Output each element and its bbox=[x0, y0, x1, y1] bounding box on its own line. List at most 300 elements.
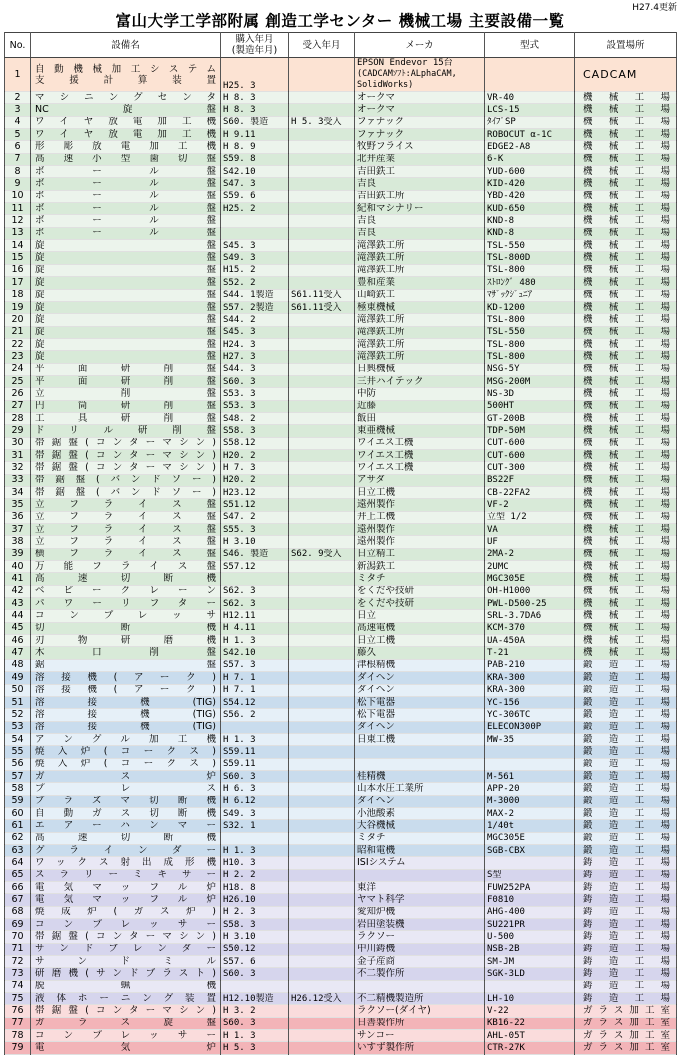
cell-maker bbox=[355, 758, 485, 770]
cell-model: AHG-400 bbox=[485, 906, 575, 918]
cell-model: 6-K bbox=[485, 153, 575, 165]
cell-received bbox=[289, 919, 355, 931]
cell-no: 79 bbox=[5, 1042, 31, 1054]
cell-received bbox=[289, 58, 355, 92]
table-row bbox=[5, 733, 677, 745]
cell-name: ボール盤 bbox=[31, 203, 221, 215]
cell-received bbox=[289, 412, 355, 424]
cell-received bbox=[289, 511, 355, 523]
cell-no: 73 bbox=[5, 968, 31, 980]
cell-model: FUW252PA bbox=[485, 882, 575, 894]
table-row bbox=[5, 968, 677, 980]
cell-maker: 井上工機 bbox=[355, 511, 485, 523]
cell-no: 10 bbox=[5, 190, 31, 202]
cell-maker: サンコー bbox=[355, 1030, 485, 1042]
table-row bbox=[5, 882, 677, 894]
cell-maker: 中川鋳機 bbox=[355, 943, 485, 955]
cell-maker: 遠州製作 bbox=[355, 524, 485, 536]
cell-purchase: S53. 3 bbox=[221, 400, 289, 412]
cell-no: 57 bbox=[5, 770, 31, 782]
cell-no: 50 bbox=[5, 684, 31, 696]
cell-received bbox=[289, 1042, 355, 1054]
cell-maker: 桂精機 bbox=[355, 770, 485, 782]
cell-name: グラインダー bbox=[31, 844, 221, 856]
cell-purchase: S62. 3 bbox=[221, 585, 289, 597]
cell-purchase: S48. 2 bbox=[221, 412, 289, 424]
cell-location: 機械工場 bbox=[575, 647, 677, 659]
cell-model: BS22F bbox=[485, 474, 575, 486]
cell-maker: 不二精機製造所 bbox=[355, 993, 485, 1005]
cell-received bbox=[289, 857, 355, 869]
cell-maker: 吉良 bbox=[355, 227, 485, 239]
cell-maker: オークマ bbox=[355, 92, 485, 104]
cell-location: 機械工場 bbox=[575, 524, 677, 536]
cell-model: APP-20 bbox=[485, 783, 575, 795]
cell-received bbox=[289, 610, 355, 622]
cell-name: 電気炉 bbox=[31, 1042, 221, 1054]
cell-purchase: S59. 8 bbox=[221, 153, 289, 165]
table-row bbox=[5, 363, 677, 375]
cell-received bbox=[289, 659, 355, 671]
table-row bbox=[5, 956, 677, 968]
cell-model: NSB-2B bbox=[485, 943, 575, 955]
cell-name: 高速切断機 bbox=[31, 832, 221, 844]
cell-location: ガラス加工室 bbox=[575, 1030, 677, 1042]
cell-name: ボール盤 bbox=[31, 166, 221, 178]
cell-location: 機械工場 bbox=[575, 215, 677, 227]
cell-maker: 昭和電機 bbox=[355, 844, 485, 856]
cell-purchase: H 1. 3 bbox=[221, 1030, 289, 1042]
cell-received bbox=[289, 783, 355, 795]
table-row bbox=[5, 449, 677, 461]
cell-no: 43 bbox=[5, 598, 31, 610]
header-name: 設備名 bbox=[31, 33, 221, 58]
cell-maker: 吉田鉄工所 bbox=[355, 190, 485, 202]
table-row bbox=[5, 635, 677, 647]
cell-model: TSL-800 bbox=[485, 264, 575, 276]
cell-no: 41 bbox=[5, 573, 31, 585]
cell-purchase: S60. 3 bbox=[221, 770, 289, 782]
cell-name: 旋盤 bbox=[31, 277, 221, 289]
cell-location: 機械工場 bbox=[575, 561, 677, 573]
cell-model: CUT-600 bbox=[485, 437, 575, 449]
cell-received bbox=[289, 820, 355, 832]
cell-model: PWL-D500-25 bbox=[485, 598, 575, 610]
cell-model: 2MA-2 bbox=[485, 548, 575, 560]
cell-purchase: H 3.10 bbox=[221, 931, 289, 943]
cell-no: 46 bbox=[5, 635, 31, 647]
table-row bbox=[5, 437, 677, 449]
cell-no: 1 bbox=[5, 58, 31, 92]
cell-received bbox=[289, 573, 355, 585]
cell-purchase: H 3.10 bbox=[221, 536, 289, 548]
cell-maker: 大谷機械 bbox=[355, 820, 485, 832]
cell-purchase: S54.12 bbox=[221, 696, 289, 708]
cell-location: 鍛造工場 bbox=[575, 696, 677, 708]
cell-model: KND-8 bbox=[485, 215, 575, 227]
cell-location: 鍛造工場 bbox=[575, 672, 677, 684]
cell-received bbox=[289, 721, 355, 733]
table-row bbox=[5, 931, 677, 943]
cell-no: 8 bbox=[5, 166, 31, 178]
cell-name: 旋盤 bbox=[31, 314, 221, 326]
cell-name: ベビークレーン bbox=[31, 585, 221, 597]
table-row bbox=[5, 511, 677, 523]
cell-no: 37 bbox=[5, 524, 31, 536]
table-row bbox=[5, 684, 677, 696]
cell-name: 溶接機(TIG) bbox=[31, 721, 221, 733]
table-row bbox=[5, 215, 677, 227]
cell-name: コンプレッサー bbox=[31, 1030, 221, 1042]
cell-location: 機械工場 bbox=[575, 635, 677, 647]
cell-model: SU221PR bbox=[485, 919, 575, 931]
cell-model bbox=[485, 758, 575, 770]
cell-location: 機械工場 bbox=[575, 598, 677, 610]
table-row bbox=[5, 993, 677, 1005]
cell-location: 鍛造工場 bbox=[575, 721, 677, 733]
header-purchase-line1: 購入年月 bbox=[235, 34, 274, 45]
cell-no: 56 bbox=[5, 758, 31, 770]
cell-no: 11 bbox=[5, 203, 31, 215]
cell-location: 機械工場 bbox=[575, 351, 677, 363]
header-maker: メーカ bbox=[355, 33, 485, 58]
cell-no: 62 bbox=[5, 832, 31, 844]
cell-received bbox=[289, 240, 355, 252]
cell-maker: 滝澤鉄工所 bbox=[355, 252, 485, 264]
cell-no: 74 bbox=[5, 980, 31, 992]
cell-location: 機械工場 bbox=[575, 264, 677, 276]
cell-model bbox=[485, 58, 575, 92]
table-row bbox=[5, 252, 677, 264]
cell-model: TSL-800 bbox=[485, 338, 575, 350]
cell-no: 23 bbox=[5, 351, 31, 363]
cell-received bbox=[289, 956, 355, 968]
cell-location: 鋳造工場 bbox=[575, 857, 677, 869]
cell-name: 旋盤 bbox=[31, 264, 221, 276]
cell-no: 58 bbox=[5, 783, 31, 795]
cell-maker: 金子産商 bbox=[355, 956, 485, 968]
cell-purchase: S59. 6 bbox=[221, 190, 289, 202]
cell-model: TSL-800 bbox=[485, 351, 575, 363]
cell-name: 旋盤 bbox=[31, 351, 221, 363]
cell-no: 2 bbox=[5, 92, 31, 104]
table-row bbox=[5, 227, 677, 239]
cell-name: ボール盤 bbox=[31, 178, 221, 190]
cell-name: 溶接機(TIG) bbox=[31, 709, 221, 721]
cell-received bbox=[289, 832, 355, 844]
cell-purchase bbox=[221, 227, 289, 239]
table-row bbox=[5, 844, 677, 856]
cell-maker bbox=[355, 746, 485, 758]
cell-model: ﾀｲﾌﾟSP bbox=[485, 116, 575, 128]
cell-received bbox=[289, 622, 355, 634]
cell-received bbox=[289, 943, 355, 955]
cell-name: 自動ガス切断機 bbox=[31, 807, 221, 819]
cell-received bbox=[289, 758, 355, 770]
cell-no: 60 bbox=[5, 807, 31, 819]
cell-name: 立フライス盤 bbox=[31, 524, 221, 536]
cell-purchase: H24. 3 bbox=[221, 338, 289, 350]
cell-no: 5 bbox=[5, 129, 31, 141]
cell-name: 液体ホーニング装置 bbox=[31, 993, 221, 1005]
cell-name: 刃物研磨機 bbox=[31, 635, 221, 647]
cell-received bbox=[289, 770, 355, 782]
cell-purchase: S60. 3 bbox=[221, 1017, 289, 1029]
cell-maker: ファナック bbox=[355, 116, 485, 128]
cell-received bbox=[289, 968, 355, 980]
cell-location: 鍛造工場 bbox=[575, 709, 677, 721]
cell-model: ﾏｻﾞｯｸｼﾞｭﾆｱ bbox=[485, 289, 575, 301]
cell-received bbox=[289, 524, 355, 536]
cell-name-line2: 支援計算装置 bbox=[35, 74, 216, 86]
cell-name: 木口削盤 bbox=[31, 647, 221, 659]
table-row bbox=[5, 610, 677, 622]
cell-model: M-3000 bbox=[485, 795, 575, 807]
cell-maker: アサダ bbox=[355, 474, 485, 486]
cell-location: 機械工場 bbox=[575, 400, 677, 412]
cell-location: 機械工場 bbox=[575, 326, 677, 338]
cell-purchase: S32. 1 bbox=[221, 820, 289, 832]
cell-maker bbox=[355, 869, 485, 881]
cell-received bbox=[289, 92, 355, 104]
cell-model: S型 bbox=[485, 869, 575, 881]
cell-purchase: S44. 1製造 bbox=[221, 289, 289, 301]
cell-no: 17 bbox=[5, 277, 31, 289]
cell-model: VA bbox=[485, 524, 575, 536]
cell-purchase: S42.10 bbox=[221, 166, 289, 178]
cell-name: 帯鋸盤(バンドソー) bbox=[31, 487, 221, 499]
header-location: 設置場所 bbox=[575, 33, 677, 58]
cell-model: SRL-3.7DA6 bbox=[485, 610, 575, 622]
cell-name: 焼入炉(コークス) bbox=[31, 758, 221, 770]
cell-purchase: S60. 製造 bbox=[221, 116, 289, 128]
cell-model: F0810 bbox=[485, 894, 575, 906]
cell-maker: 飯田 bbox=[355, 412, 485, 424]
table-row bbox=[5, 672, 677, 684]
cell-purchase: S57. 6 bbox=[221, 956, 289, 968]
cell-no: 44 bbox=[5, 610, 31, 622]
table-row bbox=[5, 58, 677, 92]
cell-maker: 愛知炉機 bbox=[355, 906, 485, 918]
cell-name: パワーリフター bbox=[31, 598, 221, 610]
table-row bbox=[5, 622, 677, 634]
cell-location: 鍛造工場 bbox=[575, 684, 677, 696]
cell-no: 32 bbox=[5, 462, 31, 474]
cell-location: 鍛造工場 bbox=[575, 820, 677, 832]
cell-location: 鍛造工場 bbox=[575, 807, 677, 819]
cell-received bbox=[289, 474, 355, 486]
cell-maker: 松下電器 bbox=[355, 709, 485, 721]
cell-purchase: S44. 2 bbox=[221, 314, 289, 326]
cell-name: 鋸盤 bbox=[31, 659, 221, 671]
cell-location: 機械工場 bbox=[575, 487, 677, 499]
table-row bbox=[5, 412, 677, 424]
cell-maker: ファナック bbox=[355, 129, 485, 141]
cell-no: 78 bbox=[5, 1030, 31, 1042]
table-row bbox=[5, 980, 677, 992]
cell-model: 500HT bbox=[485, 400, 575, 412]
cell-model: KRA-300 bbox=[485, 672, 575, 684]
cell-name: 立フライス盤 bbox=[31, 536, 221, 548]
cell-name: 溶接機(アーク) bbox=[31, 684, 221, 696]
equipment-table bbox=[4, 32, 677, 1055]
table-row bbox=[5, 178, 677, 190]
cell-received bbox=[289, 314, 355, 326]
table-row bbox=[5, 1005, 677, 1017]
cell-location: 機械工場 bbox=[575, 388, 677, 400]
cell-location: 機械工場 bbox=[575, 449, 677, 461]
cell-location: 鍛造工場 bbox=[575, 733, 677, 745]
cell-model: NS-3D bbox=[485, 388, 575, 400]
cell-location: 鍛造工場 bbox=[575, 770, 677, 782]
cell-location: 機械工場 bbox=[575, 104, 677, 116]
cell-purchase: H23.12 bbox=[221, 487, 289, 499]
cell-no: 38 bbox=[5, 536, 31, 548]
table-row bbox=[5, 795, 677, 807]
table-body bbox=[5, 58, 677, 1055]
cell-maker: ラクソー(ダイヤ) bbox=[355, 1005, 485, 1017]
cell-received bbox=[289, 363, 355, 375]
cell-no: 20 bbox=[5, 314, 31, 326]
cell-purchase: H 8. 3 bbox=[221, 92, 289, 104]
cell-purchase: S55. 3 bbox=[221, 524, 289, 536]
cell-model: KB16-22 bbox=[485, 1017, 575, 1029]
update-note: H27.4更新 bbox=[632, 3, 677, 13]
cell-no: 9 bbox=[5, 178, 31, 190]
cell-model: OH-H1000 bbox=[485, 585, 575, 597]
cell-name: 形彫放電加工機 bbox=[31, 141, 221, 153]
table-row bbox=[5, 1017, 677, 1029]
cell-name: 電気マッフル炉 bbox=[31, 882, 221, 894]
table-row bbox=[5, 277, 677, 289]
cell-location: 鍛造工場 bbox=[575, 783, 677, 795]
cell-purchase: H27. 3 bbox=[221, 351, 289, 363]
cell-location: 鋳造工場 bbox=[575, 968, 677, 980]
cell-maker: 近藤 bbox=[355, 400, 485, 412]
cell-maker: 小池酸素 bbox=[355, 807, 485, 819]
cell-name: コンプレッサー bbox=[31, 919, 221, 931]
cell-purchase: S58. 3 bbox=[221, 919, 289, 931]
cell-maker: ダイヘン bbox=[355, 684, 485, 696]
cell-name: 溶接機(TIG) bbox=[31, 696, 221, 708]
cell-received bbox=[289, 807, 355, 819]
cell-model: EDGE2-A8 bbox=[485, 141, 575, 153]
cell-name: 旋盤 bbox=[31, 252, 221, 264]
cell-name: 切断機 bbox=[31, 622, 221, 634]
table-row bbox=[5, 116, 677, 128]
cell-model: TSL-800 bbox=[485, 314, 575, 326]
cell-purchase: H12.11 bbox=[221, 610, 289, 622]
cell-no: 70 bbox=[5, 931, 31, 943]
cell-received bbox=[289, 227, 355, 239]
cell-model: 立型 1/2 bbox=[485, 511, 575, 523]
cell-maker: 極東機械 bbox=[355, 301, 485, 313]
cell-maker: ワイエス工機 bbox=[355, 437, 485, 449]
cell-name: ワイヤ放電加工機 bbox=[31, 116, 221, 128]
cell-name: ボール盤 bbox=[31, 215, 221, 227]
cell-purchase: S45. 3 bbox=[221, 240, 289, 252]
cell-purchase: H20. 2 bbox=[221, 474, 289, 486]
cell-maker: 北井産業 bbox=[355, 153, 485, 165]
cell-purchase: S62. 3 bbox=[221, 598, 289, 610]
cell-received bbox=[289, 190, 355, 202]
cell-received bbox=[289, 882, 355, 894]
table-row bbox=[5, 1030, 677, 1042]
cell-purchase: H 3. 2 bbox=[221, 1005, 289, 1017]
cell-received bbox=[289, 672, 355, 684]
table-row bbox=[5, 388, 677, 400]
cell-maker: 吉良 bbox=[355, 178, 485, 190]
table-row bbox=[5, 746, 677, 758]
cell-model: VR-40 bbox=[485, 92, 575, 104]
cell-received: H26.12受入 bbox=[289, 993, 355, 1005]
header-row bbox=[5, 33, 677, 58]
cell-maker: 日立工機 bbox=[355, 635, 485, 647]
cell-name: 帯鋸盤(コンターマシン) bbox=[31, 449, 221, 461]
cell-maker: 不二製作所 bbox=[355, 968, 485, 980]
cell-maker: 吉良 bbox=[355, 215, 485, 227]
cell-location: 機械工場 bbox=[575, 511, 677, 523]
header-received: 受入年月 bbox=[289, 33, 355, 58]
cell-no: 13 bbox=[5, 227, 31, 239]
cell-maker: 滝澤鉄工所 bbox=[355, 338, 485, 350]
cell-name: 脱蝋機 bbox=[31, 980, 221, 992]
cell-received bbox=[289, 375, 355, 387]
cell-no: 3 bbox=[5, 104, 31, 116]
cell-no: 65 bbox=[5, 869, 31, 881]
cell-location: 機械工場 bbox=[575, 178, 677, 190]
cell-name: ワックス射出成形機 bbox=[31, 857, 221, 869]
cell-model: MW-35 bbox=[485, 733, 575, 745]
cell-model: MAX-2 bbox=[485, 807, 575, 819]
cell-purchase bbox=[221, 980, 289, 992]
cell-no: 29 bbox=[5, 425, 31, 437]
cell-purchase: S59.11 bbox=[221, 746, 289, 758]
cell-no: 69 bbox=[5, 919, 31, 931]
cell-no: 27 bbox=[5, 400, 31, 412]
cell-purchase: H 8. 3 bbox=[221, 104, 289, 116]
cell-model: TDP-50M bbox=[485, 425, 575, 437]
cell-no: 39 bbox=[5, 548, 31, 560]
cell-no: 28 bbox=[5, 412, 31, 424]
cell-maker: 中防 bbox=[355, 388, 485, 400]
cell-received bbox=[289, 400, 355, 412]
cell-location: 機械工場 bbox=[575, 622, 677, 634]
cell-model: KND-8 bbox=[485, 227, 575, 239]
cell-no: 40 bbox=[5, 561, 31, 573]
cell-purchase: S49. 3 bbox=[221, 807, 289, 819]
cell-no: 49 bbox=[5, 672, 31, 684]
cell-no: 67 bbox=[5, 894, 31, 906]
cell-maker: ラクソー bbox=[355, 931, 485, 943]
cell-name: 旋盤 bbox=[31, 326, 221, 338]
cell-name: プレス bbox=[31, 783, 221, 795]
cell-no: 71 bbox=[5, 943, 31, 955]
cell-purchase: H26.10 bbox=[221, 894, 289, 906]
cell-model: LH-10 bbox=[485, 993, 575, 1005]
table-row bbox=[5, 338, 677, 350]
cell-location: 機械工場 bbox=[575, 141, 677, 153]
cell-location: 鍛造工場 bbox=[575, 746, 677, 758]
cell-received bbox=[289, 141, 355, 153]
cell-maker: 遠州製作 bbox=[355, 499, 485, 511]
header-purchase bbox=[221, 33, 289, 58]
cell-purchase: S47. 3 bbox=[221, 178, 289, 190]
cell-received bbox=[289, 1005, 355, 1017]
cell-name: 立フライス盤 bbox=[31, 511, 221, 523]
table-row bbox=[5, 499, 677, 511]
cell-name: 研磨機(サンドブラスト) bbox=[31, 968, 221, 980]
